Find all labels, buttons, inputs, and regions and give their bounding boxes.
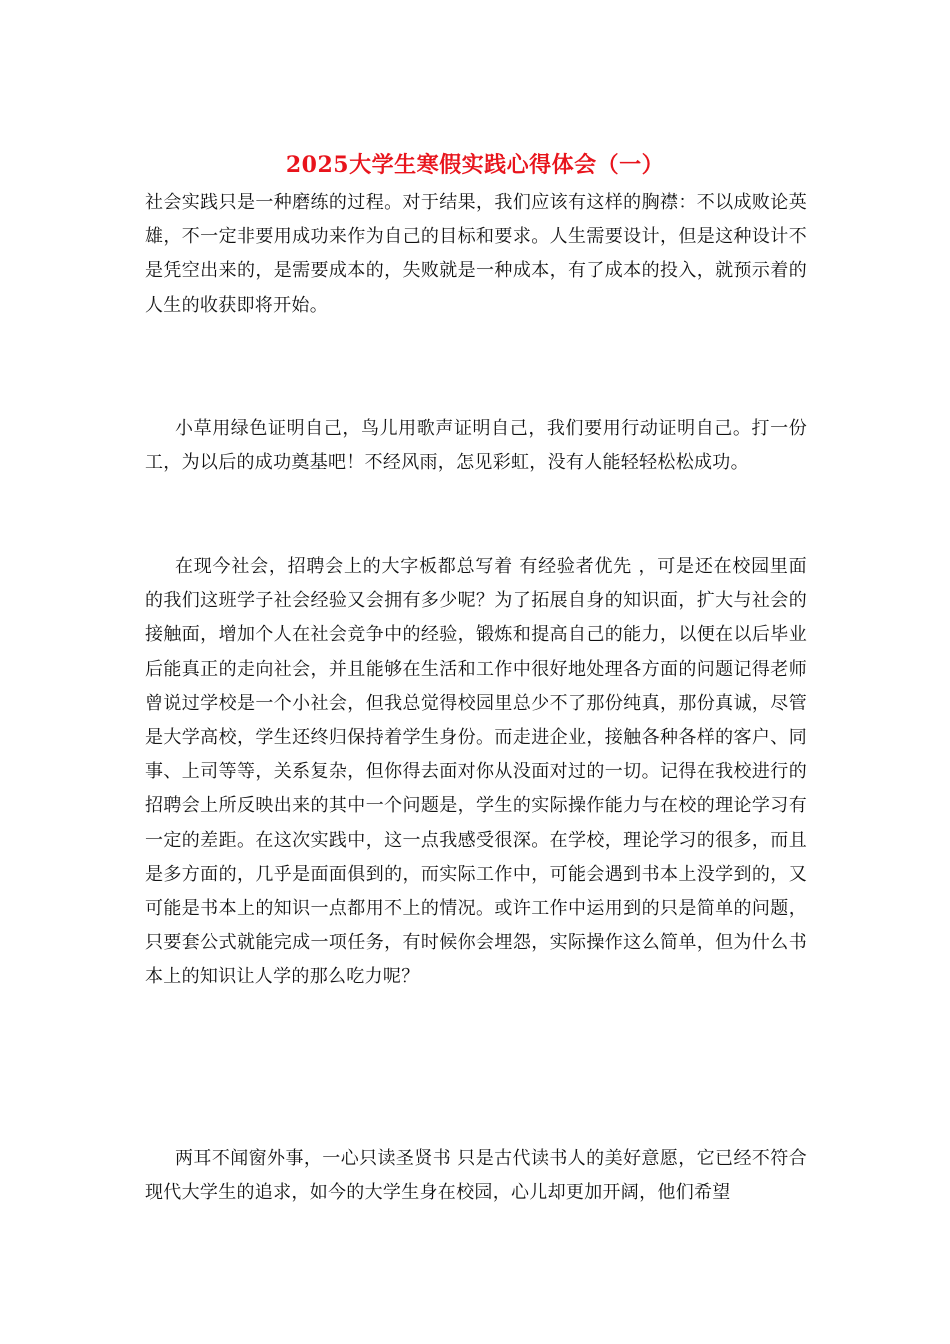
document-title: 2025大学生寒假实践心得体会（一） xyxy=(285,152,665,178)
paragraph-1: 社会实践只是一种磨练的过程。对于结果，我们应该有这样的胸襟：不以成败论英雄，不一定非要用成功来作为自己的目标和要求。人生需要设计，但是这种设计不是凭空出来的，是需要成本的，失败就是一种成本，有了成本的投入，就预示着的人生的收获即将开始。 xyxy=(145,192,807,316)
paragraph-2: 小草用绿色证明自己，鸟儿用歌声证明自己，我们要用行动证明自己。打一份工，为以后的成功奠基吧！不经风雨，怎见彩虹，没有人能轻轻松松成功。 xyxy=(145,418,807,474)
paragraph-3: 在现今社会，招聘会上的大字板都总写着 有经验者优先 ，可是还在校园里面的我们这班学子社会经验又会拥有多少呢？为了拓展自身的知识面，扩大与社会的接触面，增加个人在社会竞争中的经验，锻炼和提高自己的能力，以便在以后毕业后能真正的走向社会，并且能够在生活和工作中很好地处理各方面的问题记得老师曾说过学校是一个小社会，但我总觉得校园里总少不了那份纯真，那份真诚，尽管是大学高校，学生还终归保持着学生身份。而走进企业，接触各种各样的客户、同事、上司等等，关系复杂，但你得去面对你从没面对过的一切。记得在我校进行的招聘会上所反映出来的其中一个问题是，学生的实际操作能力与在校的理论学习有一定的差距。在这次实践中，这一点我感受很深。在学校，理论学习的很多，而且是多方面的，几乎是面面俱到的，而实际工作中，可能会遇到书本上没学到的，又可能是书本上的知识一点都用不上的情况。或许工作中运用到的只是简单的问题，只要套公式就能完成一项任务，有时候你会埋怨，实际操作这么简单，但为什么书本上的知识让人学的那么吃力呢？ xyxy=(145,556,807,988)
paragraph-4: 两耳不闻窗外事，一心只读圣贤书 只是古代读书人的美好意愿，它已经不符合现代大学生的追求，如今的大学生身在校园，心儿却更加开阔，他们希望 xyxy=(145,1148,807,1204)
